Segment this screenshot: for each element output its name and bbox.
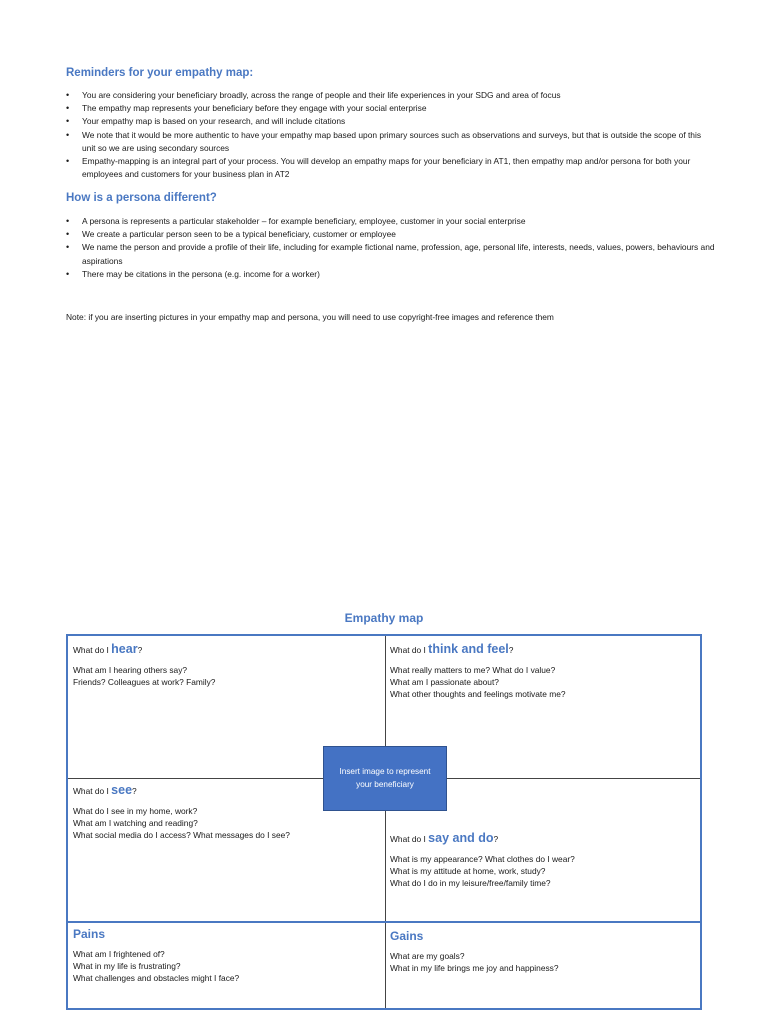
- think-feel-keyword: think and feel: [428, 642, 509, 656]
- question-line: What is my attitude at home, work, study?: [390, 866, 546, 877]
- question-line: What other thoughts and feelings motivate me?: [390, 689, 566, 700]
- pains-questions: [73, 948, 373, 985]
- question-line: What social media do I access? What messages do I see?: [73, 830, 290, 841]
- question-line: What really matters to me? What do I value?: [390, 665, 556, 675]
- say-do-prefix: What do I: [390, 834, 429, 844]
- question-line: What am I watching and reading?: [73, 818, 198, 829]
- hear-suffix: ?: [137, 645, 143, 655]
- think-feel-prefix: What do I: [390, 645, 429, 655]
- list-item: • Your empathy map is based on your research, and will include citations: [66, 115, 716, 128]
- hear-keyword: hear: [111, 642, 138, 656]
- think-feel-questions: [390, 664, 690, 701]
- persona-heading: How is a persona different?: [66, 192, 217, 204]
- question-line: What in my life brings me joy and happiness?: [390, 963, 559, 974]
- think-feel-suffix: ?: [508, 645, 514, 655]
- question-line: What am I hearing others say?: [73, 665, 188, 675]
- list-item: • The empathy map represents your beneficiary before they engage with your social enterprise: [66, 102, 716, 115]
- see-keyword: see: [111, 783, 133, 797]
- pains-gains-divider: [68, 921, 700, 923]
- question-line: What am I frightened of?: [73, 949, 165, 959]
- question-line: What am I passionate about?: [390, 677, 499, 688]
- say-do-title: [390, 830, 690, 847]
- question-line: What challenges and obstacles might I face?: [73, 973, 240, 984]
- list-item: • You are considering your beneficiary broadly, across the range of people and their life experiences in your SDG and area of focus: [66, 89, 716, 102]
- question-line: What do I do in my leisure/free/family time?: [390, 878, 551, 889]
- question-line: What is my appearance? What clothes do I wear?: [390, 854, 575, 864]
- empathy-map-grid: [66, 634, 702, 1010]
- say-do-suffix: ?: [493, 834, 499, 844]
- hear-title: [73, 641, 373, 658]
- pains-section: [73, 926, 373, 985]
- think-feel-quadrant: [390, 641, 690, 701]
- gains-questions: [390, 950, 690, 974]
- reminders-heading: Reminders for your empathy map:: [66, 67, 254, 79]
- image-placeholder-label: Insert image to represent your beneficiary: [339, 767, 431, 789]
- hear-quadrant: [73, 641, 373, 688]
- copyright-note: Note: if you are inserting pictures in your empathy map and persona, you will need to use copyright-free images and reference them: [66, 312, 554, 322]
- hear-questions: [73, 664, 373, 688]
- gains-title: Gains: [390, 929, 424, 943]
- see-prefix: What do I: [73, 786, 112, 796]
- think-feel-title: [390, 641, 690, 658]
- vertical-divider: [385, 636, 386, 1008]
- list-item: • Empathy-mapping is an integral part of your process. You will develop an empathy maps for your beneficiary in AT1, then empathy map and/or persona for both your employees and customers for your business plan in AT2: [66, 155, 716, 181]
- list-item: • There may be citations in the persona (e.g. income for a worker): [66, 268, 716, 281]
- say-do-quadrant: [390, 830, 690, 890]
- question-line: Friends? Colleagues at work? Family?: [73, 677, 216, 688]
- say-do-keyword: say and do: [428, 831, 494, 845]
- empathy-map-title: Empathy map: [344, 611, 424, 625]
- list-item: • We note that it would be more authentic to have your empathy map based upon primary sources such as observations and surveys, but that is outside the scope of this unit so we are using secondary sources: [66, 129, 716, 155]
- beneficiary-image-placeholder[interactable]: [323, 746, 447, 811]
- reminders-list: [66, 89, 716, 181]
- list-item: • A persona is represents a particular stakeholder – for example beneficiary, employee, customer in your social enterprise: [66, 215, 716, 228]
- pains-title: Pains: [73, 927, 106, 941]
- gains-section: [390, 928, 690, 974]
- question-line: What in my life is frustrating?: [73, 961, 181, 972]
- hear-prefix: What do I: [73, 645, 112, 655]
- see-suffix: ?: [132, 786, 137, 796]
- question-line: What are my goals?: [390, 951, 465, 961]
- question-line: What do I see in my home, work?: [73, 806, 198, 816]
- list-item: • We name the person and provide a profile of their life, including for example fictional name, profession, age, personal life, interests, needs, values, powers, behaviours and aspirations: [66, 241, 716, 267]
- persona-list: [66, 215, 716, 281]
- say-do-questions: [390, 853, 690, 890]
- list-item: • We create a particular person seen to be a typical beneficiary, customer or employee: [66, 228, 716, 241]
